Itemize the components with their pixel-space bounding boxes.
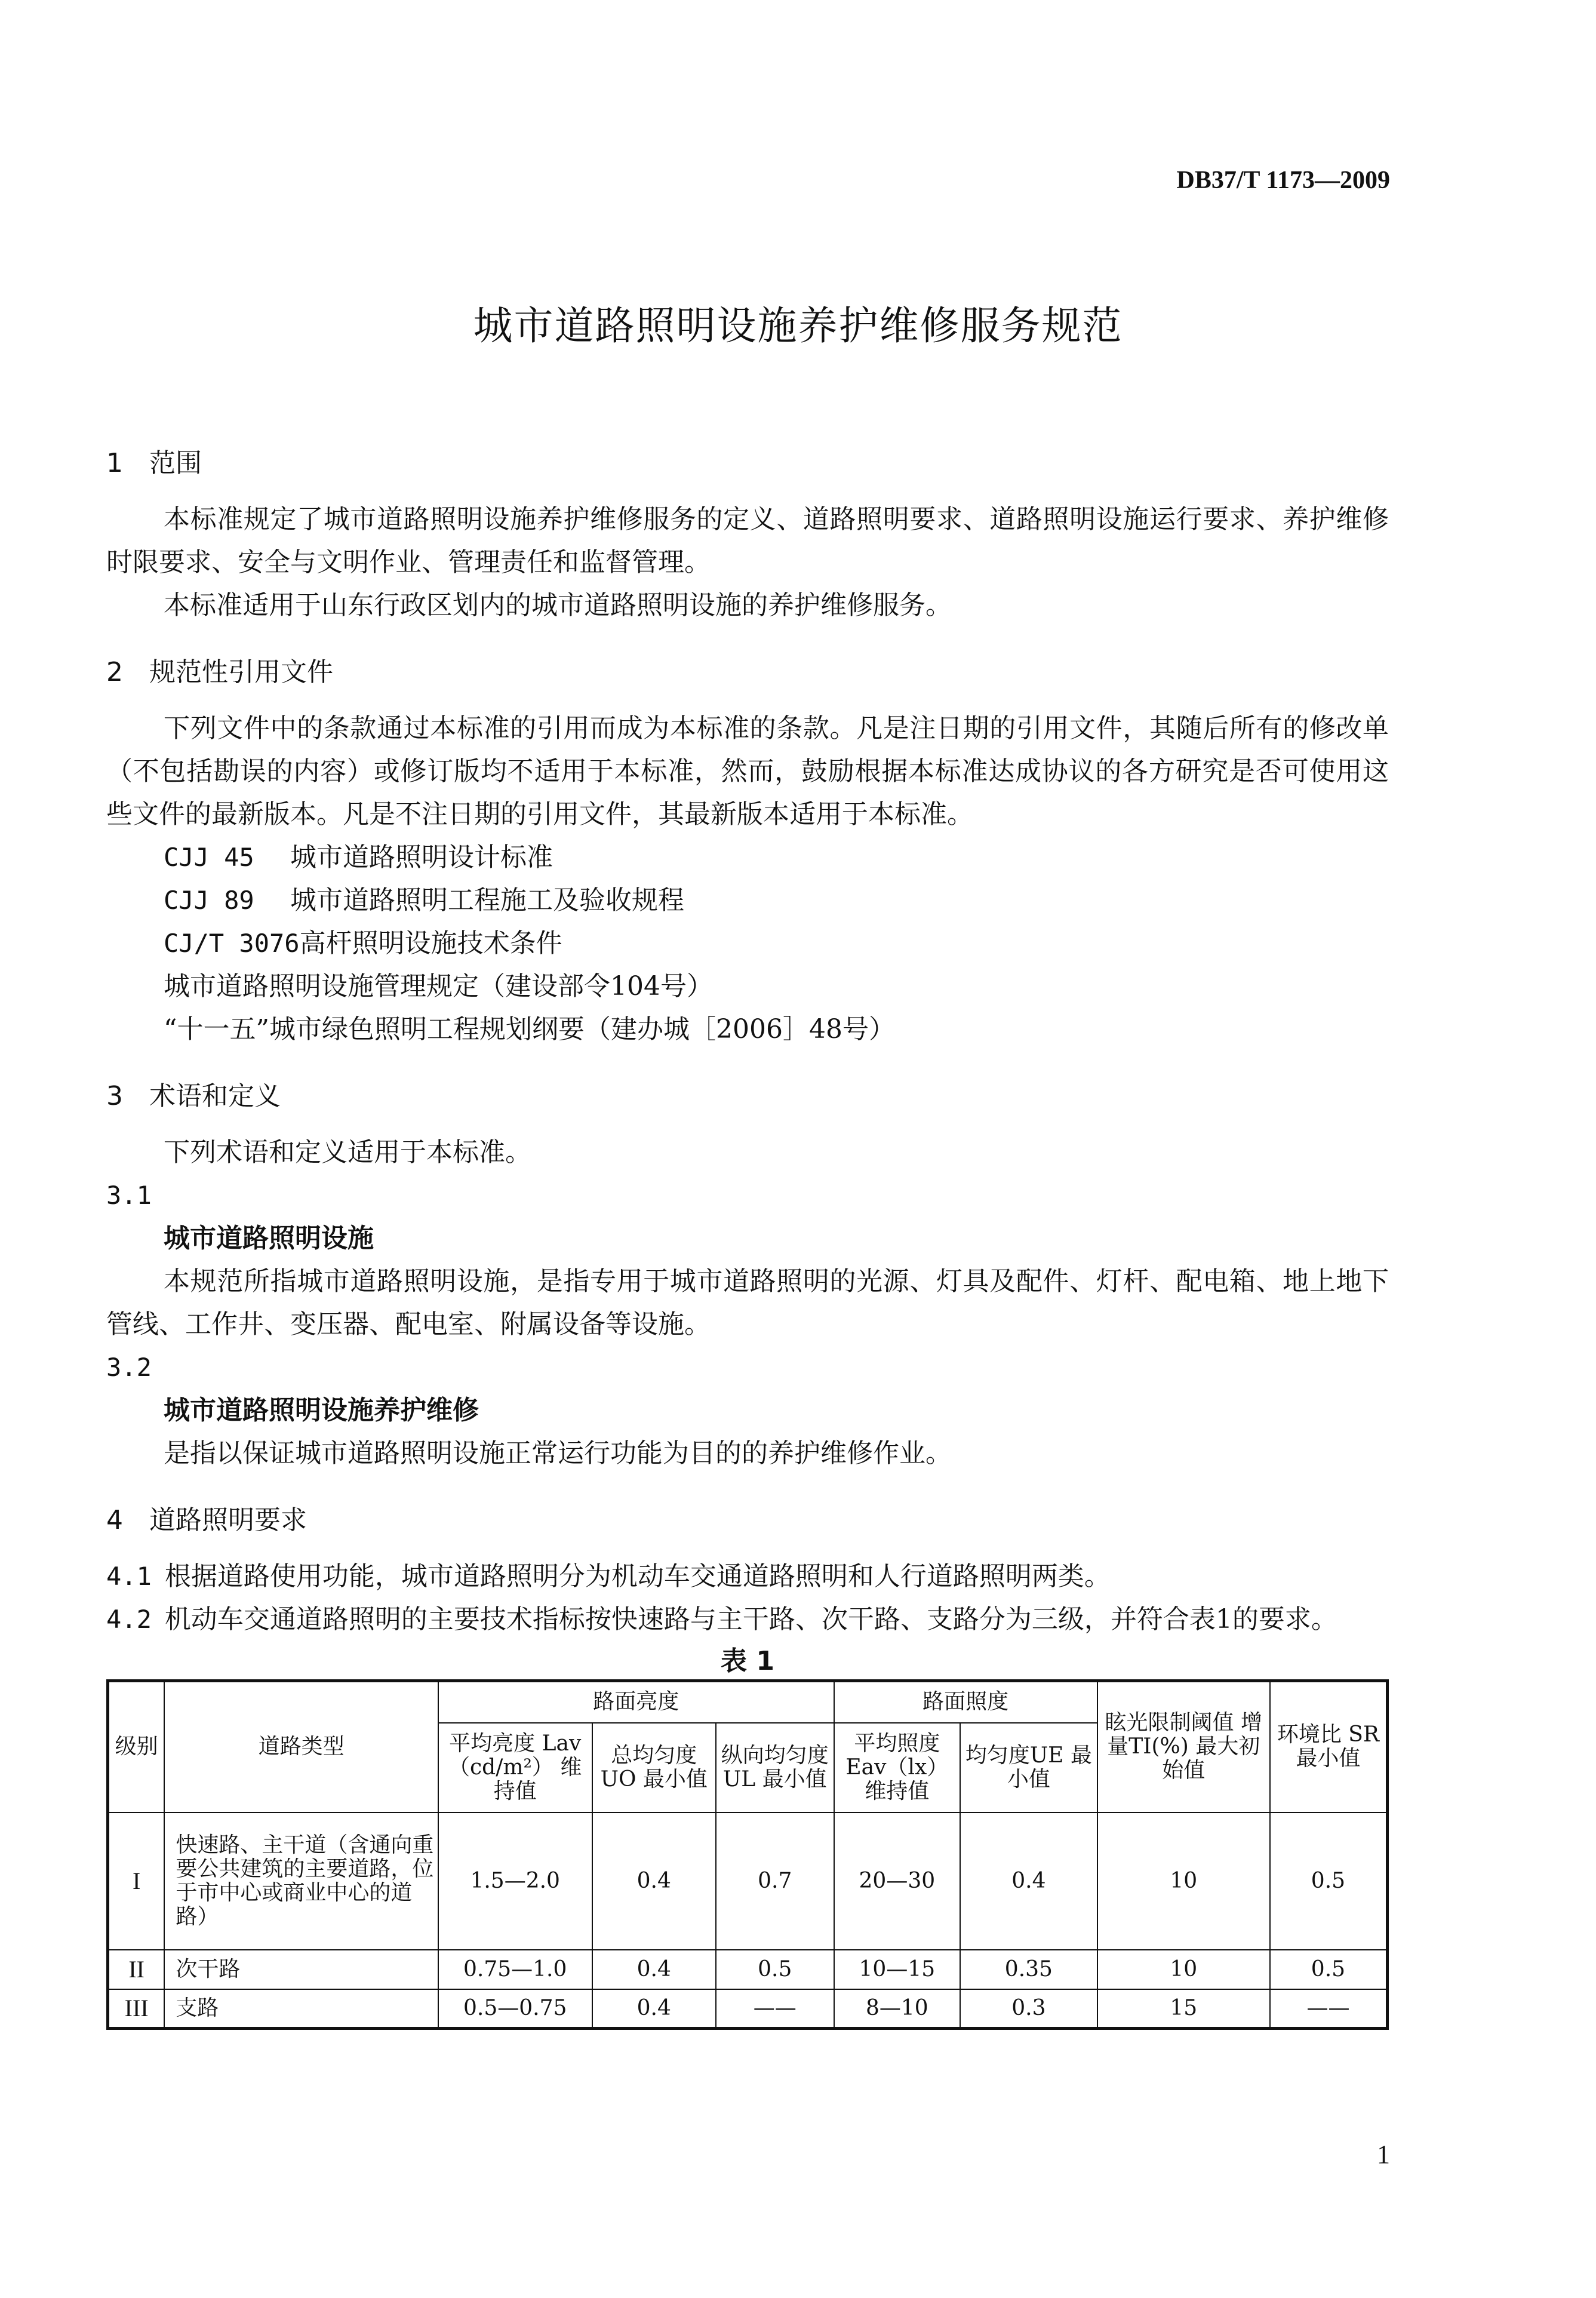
- header-sr: 环境比 SR 最小值: [1270, 1681, 1388, 1812]
- clause-4-2: [106, 1598, 1389, 1641]
- term-number: 3.1: [106, 1181, 152, 1210]
- reference-name: 高杆照明设施技术条件: [299, 928, 562, 958]
- cell-ti: 10: [1097, 1812, 1270, 1950]
- section-number: 4: [106, 1505, 123, 1535]
- cell-sr: 0.5: [1270, 1812, 1388, 1950]
- table-row: [108, 1950, 1388, 1989]
- section-title: 规范性引用文件: [149, 657, 333, 687]
- document-title: 城市道路照明设施养护维修服务规范: [473, 303, 1123, 349]
- clause-number: 4.1: [106, 1562, 152, 1591]
- section-2-paragraph: 下列文件中的条款通过本标准的引用而成为本标准的条款。凡是注日期的引用文件，其随后所有的修改单（不包括勘误的内容）或修订版均不适用于本标准，然而，鼓励根据本标准达成协议的各方研究是否可使用这些文件的最新版本。凡是不注日期的引用文件，其最新版本适用于本标准。: [106, 713, 1389, 830]
- reference-name: 城市道路照明设计标准: [290, 842, 553, 872]
- cell-road-type: 支路: [164, 1989, 438, 2029]
- term-name: 城市道路照明设施: [164, 1223, 374, 1254]
- cell-lav: 0.75—1.0: [438, 1950, 592, 1989]
- reference-item: [106, 922, 1389, 965]
- clause-4-1: [106, 1555, 1389, 1598]
- cell-eav: 8—10: [834, 1989, 961, 2029]
- section-2-heading: [106, 651, 1389, 694]
- header-road-type: 道路类型: [164, 1681, 438, 1812]
- table-caption: 表 1: [721, 1646, 774, 1676]
- table-row: [108, 1989, 1388, 2029]
- header-illuminance-group: 路面照度: [834, 1681, 1097, 1723]
- section-3-heading: [106, 1075, 1389, 1118]
- reference-item: 城市道路照明设施管理规定（建设部令104号）: [164, 971, 713, 1001]
- cell-uo: 0.4: [592, 1989, 716, 2029]
- header-uo: 总均匀度 UO 最小值: [592, 1723, 716, 1812]
- cell-sr: ——: [1270, 1989, 1388, 2029]
- page-number: 1: [1377, 2140, 1390, 2169]
- section-1-heading: [106, 442, 1389, 485]
- cell-lav: 1.5—2.0: [438, 1812, 592, 1950]
- section-number: 3: [106, 1081, 123, 1111]
- cell-ul: 0.7: [716, 1812, 834, 1950]
- cell-sr: 0.5: [1270, 1950, 1388, 1989]
- cell-eav: 10—15: [834, 1950, 961, 1989]
- header-lav: 平均亮度 Lav（cd/m²） 维持值: [438, 1723, 592, 1812]
- reference-item: [106, 879, 1389, 922]
- lighting-requirements-table: [106, 1679, 1389, 2030]
- cell-eav: 20—30: [834, 1812, 961, 1950]
- clause-number: 4.2: [106, 1605, 152, 1634]
- section-4-heading: [106, 1499, 1389, 1542]
- cell-grade: I: [108, 1812, 165, 1950]
- reference-item: “十一五”城市绿色照明工程规划纲要（建办城［2006］48号）: [164, 1014, 895, 1044]
- standard-code: DB37/T 1173—2009: [1176, 167, 1390, 194]
- header-ti: 眩光限制阈值 增量TI(%) 最大初始值: [1097, 1681, 1270, 1812]
- reference-name: 城市道路照明工程施工及验收规程: [290, 885, 684, 915]
- section-title: 术语和定义: [149, 1081, 281, 1111]
- header-eav: 平均照度 Eav（lx） 维持值: [834, 1723, 961, 1812]
- cell-ue: 0.4: [960, 1812, 1097, 1950]
- section-number: 1: [106, 448, 123, 478]
- cell-road-type: 次干路: [164, 1950, 438, 1989]
- clause-text: 根据道路使用功能，城市道路照明分为机动车交通道路照明和人行道路照明两类。: [164, 1561, 1111, 1592]
- header-ue: 均匀度UE 最小值: [960, 1723, 1097, 1812]
- cell-lav: 0.5—0.75: [438, 1989, 592, 2029]
- cell-ti: 15: [1097, 1989, 1270, 2029]
- term-number: 3.2: [106, 1353, 152, 1382]
- section-title: 道路照明要求: [149, 1505, 307, 1535]
- cell-ul: 0.5: [716, 1950, 834, 1989]
- section-1-paragraph-1: 本标准规定了城市道路照明设施养护维修服务的定义、道路照明要求、道路照明设施运行要求、养护维修时限要求、安全与文明作业、管理责任和监督管理。: [106, 504, 1389, 577]
- cell-grade: II: [108, 1950, 165, 1989]
- section-number: 2: [106, 657, 123, 687]
- cell-road-type: 快速路、主干道（含通向重要公共建筑的主要道路，位于市中心或商业中心的道路）: [164, 1812, 438, 1950]
- reference-item: [106, 836, 1389, 879]
- table-row: [108, 1812, 1388, 1950]
- cell-ti: 10: [1097, 1950, 1270, 1989]
- cell-ue: 0.3: [960, 1989, 1097, 2029]
- term-definition: 本规范所指城市道路照明设施，是指专用于城市道路照明的光源、灯具及配件、灯杆、配电箱、地上地下管线、工作井、变压器、配电室、附属设备等设施。: [106, 1266, 1389, 1340]
- term-name: 城市道路照明设施养护维修: [164, 1395, 479, 1426]
- section-3-intro: 下列术语和定义适用于本标准。: [164, 1137, 531, 1168]
- reference-code: CJJ 89: [164, 886, 254, 915]
- document-body: [106, 442, 1389, 2030]
- term-definition: 是指以保证城市道路照明设施正常运行功能为目的的养护维修作业。: [164, 1438, 952, 1468]
- cell-ul: ——: [716, 1989, 834, 2029]
- cell-ue: 0.35: [960, 1950, 1097, 1989]
- header-luminance-group: 路面亮度: [438, 1681, 834, 1723]
- cell-uo: 0.4: [592, 1812, 716, 1950]
- cell-uo: 0.4: [592, 1950, 716, 1989]
- section-1-paragraph-2: 本标准适用于山东行政区划内的城市道路照明设施的养护维修服务。: [164, 590, 952, 620]
- header-ul: 纵向均匀度UL 最小值: [716, 1723, 834, 1812]
- header-grade: 级别: [108, 1681, 165, 1812]
- reference-code: CJJ 45: [164, 843, 254, 872]
- section-title: 范围: [149, 448, 202, 478]
- cell-grade: III: [108, 1989, 165, 2029]
- clause-text: 机动车交通道路照明的主要技术指标按快速路与主干路、次干路、支路分为三级，并符合表1的要求。: [164, 1604, 1337, 1635]
- reference-code: CJ/T 3076: [164, 929, 300, 958]
